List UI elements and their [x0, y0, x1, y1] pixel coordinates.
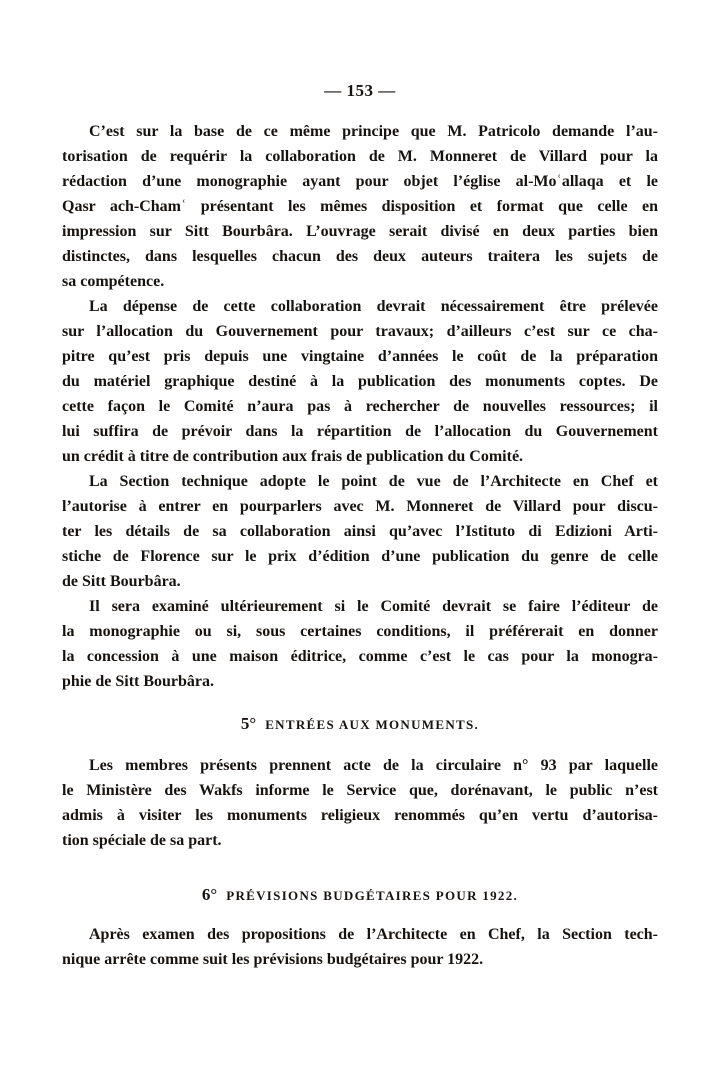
section-heading	[62, 882, 658, 907]
text-line: La Section technique adopte le point de vue de l’Architecte en Chef et	[89, 473, 658, 490]
section-heading	[62, 711, 658, 736]
text-line: Après examen des propositions de l’Architecte en Chef, la Section tech-	[89, 926, 658, 943]
heading-number: 5°	[240, 714, 257, 733]
text-line: un crédit à titre de contribution aux frais de publication du Comité.	[62, 448, 524, 465]
text-line: de Sitt Bourbâra.	[62, 573, 181, 590]
page-body	[62, 119, 658, 972]
text-line: Les membres présents prennent acte de la circulaire n° 93 par laquelle	[89, 757, 658, 774]
text-line: rédaction d’une monographie ayant pour objet l’église al-Moʿallaqa et le	[62, 173, 658, 190]
paragraph	[62, 922, 658, 972]
text-line: l’autorise à entrer en pourparlers avec M. Monneret de Villard pour discu-	[62, 498, 658, 515]
paragraph	[62, 119, 658, 294]
text-line: nique arrête comme suit les prévisions budgétaires pour 1922.	[62, 951, 484, 968]
text-line: la monographie ou si, sous certaines conditions, il préférerait en donner	[62, 623, 658, 640]
text-line: admis à visiter les monuments religieux renommés qu’en vertu d’autorisa-	[62, 807, 658, 824]
text-line: distinctes, dans lesquelles chacun des deux auteurs traitera les sujets de	[62, 248, 658, 265]
paragraph	[62, 594, 658, 694]
text-line: ter les détails de sa collaboration ainsi qu’avec l’Istituto di Edizioni Arti-	[62, 523, 658, 540]
text-line: Il sera examiné ultérieurement si le Comité devrait se faire l’éditeur de	[89, 598, 658, 615]
text-line: sa compétence.	[62, 273, 165, 290]
paragraph	[62, 294, 658, 469]
text-line: C’est sur la base de ce même principe que M. Patricolo demande l’au-	[89, 123, 658, 140]
heading-title: ENTRÉES AUX MONUMENTS.	[265, 717, 480, 732]
text-line: le Ministère des Wakfs informe le Service que, dorénavant, le public n’est	[62, 782, 658, 799]
text-line: la concession à une maison éditrice, comme c’est le cas pour la monogra-	[62, 648, 658, 665]
heading-title: PRÉVISIONS BUDGÉTAIRES POUR 1922.	[226, 888, 519, 903]
text-line: stiche de Florence sur le prix d’édition d’une publication du genre de celle	[62, 548, 658, 565]
paragraph	[62, 753, 658, 853]
text-line: sur l’allocation du Gouvernement pour travaux; d’ailleurs c’est sur ce cha-	[62, 323, 658, 340]
text-line: Qasr ach-Chamʿ présentant les mêmes disposition et format que celle en	[62, 198, 658, 215]
page-number: — 153 —	[324, 81, 396, 100]
heading-number: 6°	[201, 885, 218, 904]
text-line: tion spéciale de sa part.	[62, 832, 222, 849]
text-line: du matériel graphique destiné à la publication des monuments coptes. De	[62, 373, 658, 390]
text-line: phie de Sitt Bourbâra.	[62, 673, 215, 690]
paragraph	[62, 469, 658, 594]
text-line: lui suffira de prévoir dans la répartition de l’allocation du Gouvernement	[62, 423, 658, 440]
text-line: La dépense de cette collaboration devrait nécessairement être prélevée	[89, 298, 658, 315]
text-line: pitre qu’est pris depuis une vingtaine d’années le coût de la préparation	[62, 348, 658, 365]
text-line: torisation de requérir la collaboration de M. Monneret de Villard pour la	[62, 148, 658, 165]
text-line: impression sur Sitt Bourbâra. L’ouvrage serait divisé en deux parties bien	[62, 223, 658, 240]
text-line: cette façon le Comité n’aura pas à rechercher de nouvelles ressources; il	[62, 398, 658, 415]
